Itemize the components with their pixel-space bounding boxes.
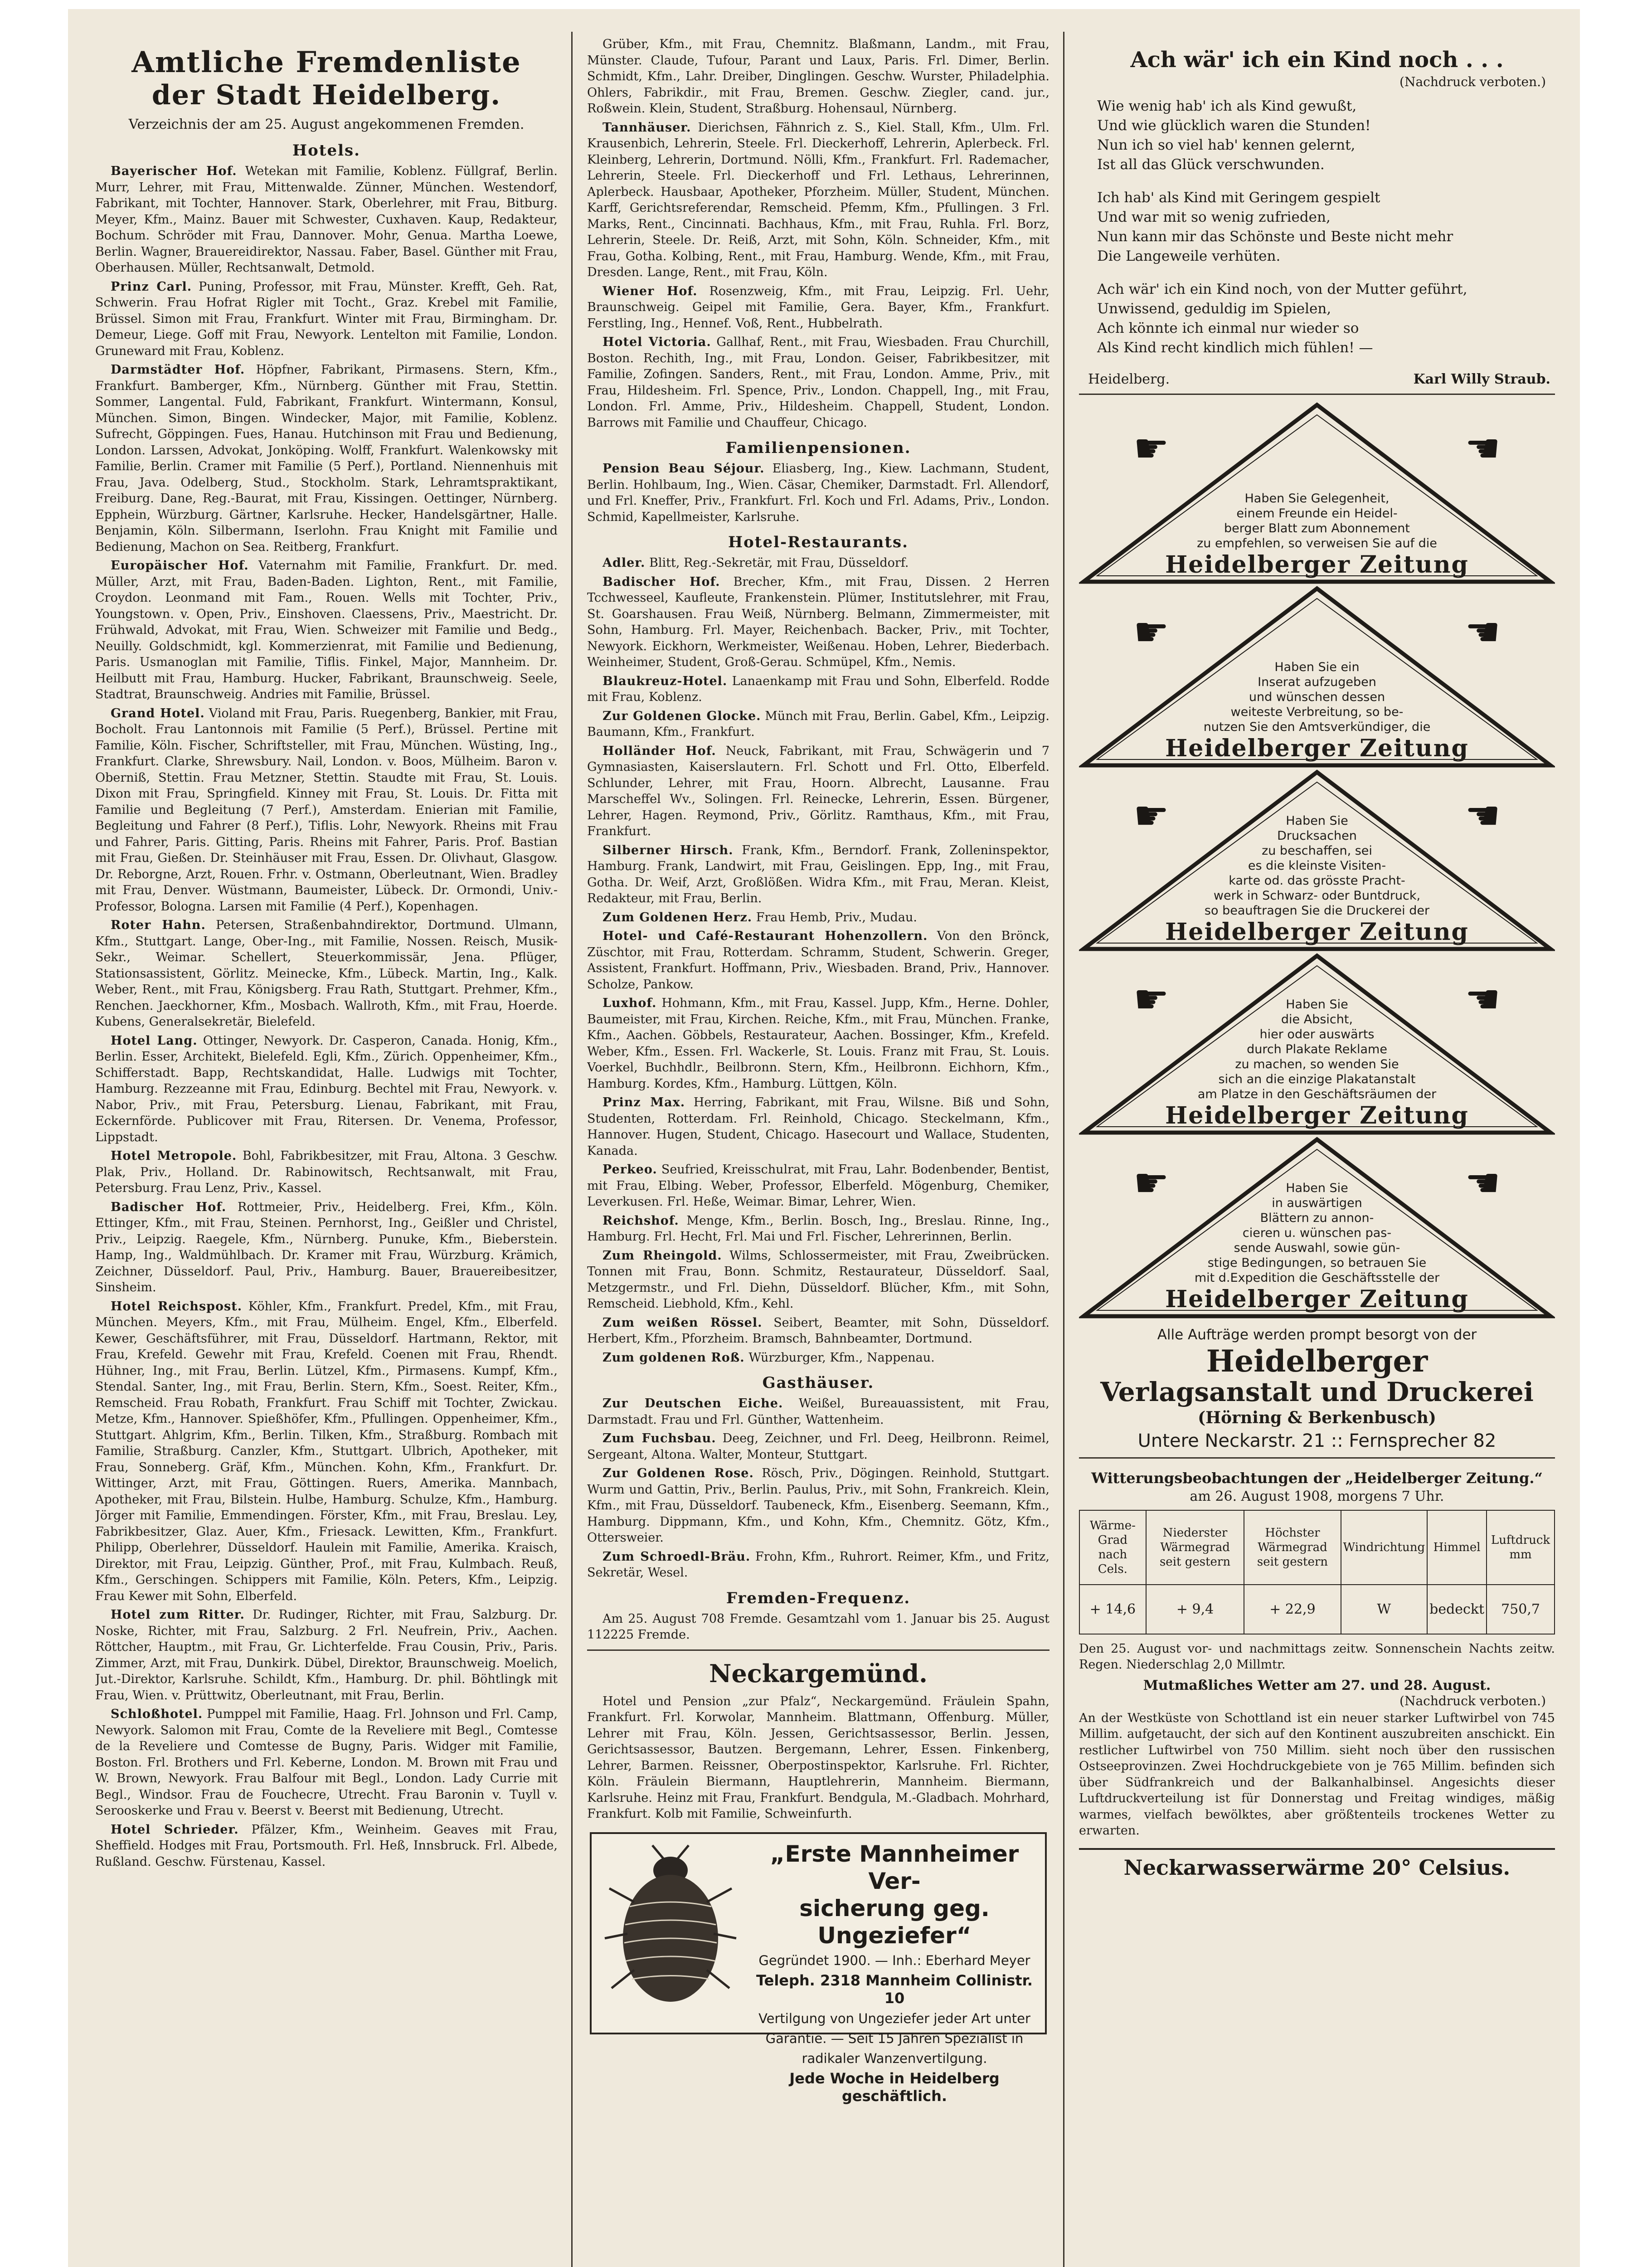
triangle-text (1079, 813, 1555, 918)
guest-names: Dierichsen, Fähnrich z. S., Kiel. Stall, Kfm., Ulm. Frl. Krausenbich, Lehrerin, Steele. Frl. Dieckerhoff, Lehrerin, Aplerbeck. Frl. Kleinberg, Lehrerin, Dortmund. Nölli, Kfm., Frankfurt. Frl. Rademacher, Lehrerin, Steele. Frl. Dieckerhoff und Frl. Lethaus, Lehrerinnen, Aplerbeck. Hausbaar, Apotheker, Pforzheim. Müller, Student, München. Karff, Gerichtsreferendar, Remscheid. Pfemm, Kfm., Pfullingen. 3 Frl. Marks, Rent., Cincinnati. Bachhaus, Kfm., mit Frau, Ruhla. Frl. Borz, Lehrerin, Steele. Dr. Reiß, Arzt, mit Sohn, Köln. Schneider, Kfm., mit Frau, Gotha. Kolbing, Rent., mit Frau, Hamburg. Wende, Kfm., mit Frau, Dresden. Lange, Rent., mit Frau, Köln. (587, 120, 1050, 279)
guest-names: Ottinger, Newyork. Dr. Casperon, Canada. Honig, Kfm., Berlin. Esser, Architekt, Bielefeld. Egli, Kfm., Zürich. Oppenheimer, Kfm., Schifferstadt. Bapp, Rechtskandidat, Halle. Ludwigs mit Tochter, Hamburg. Rezzeanne mit Frau, Edinburg. Bechtel mit Frau, Newyork. v. Nabor, Priv., mit Frau, Petersburg. Lienau, Fabrikant, mit Frau, Eckernförde. Publicover mit Frau, Ritersen. Dr. Venema, Professor, Lippstadt. (95, 1033, 558, 1144)
establishment-name: Hotel Metropole. (111, 1149, 237, 1163)
poem-line: Unwissend, geduldig im Spielen, (1097, 301, 1331, 317)
triangle-line: es die kleinste Visiten- (1248, 859, 1386, 873)
guest-names: Grüber, Kfm., mit Frau, Chemnitz. Blaßmann, Landm., mit Frau, Münster. Claude, Tufour, Parant und Laux, Paris. Frl. Dimer, Berlin. Schmidt, Kfm., Lahr. Dreiber, Dinglingen. Geschw. Wurster, Philadelphia. Ohlers, Fabrikdir., mit Frau, Bremen. Geschw. Ziegler, cand. jur., Roßwein. Klein, Student, Straßburg. Hohensaul, Nürnberg. (587, 37, 1050, 116)
divider (1079, 394, 1555, 395)
guest-entry (587, 1350, 1050, 1366)
triangle-line: am Platze in den Geschäftsräumen der (1197, 1087, 1437, 1101)
guest-entry (587, 910, 1050, 926)
orders-note: Alle Aufträge werden prompt besorgt von der (1157, 1327, 1477, 1343)
guest-names: Hohmann, Kfm., mit Frau, Kassel. Jupp, Kfm., Herne. Dohler, Baumeister, mit Frau, Kirchen. Reiche, Kfm., mit Frau, München. Franke, Kfm., Aachen. Göbbels, Restaurateur, Aachen. Bossinger, Kfm., Krefeld. Weber, Kfm., Essen. Frl. Wackerle, St. Louis. Franz mit Frau, St. Louis. Voerkel, Buchhdlr., Beilbronn. Stern, Kfm., Heilbronn. Eichhorn, Kfm., Hamburg. Kordes, Kfm., Hamburg. Lüttgen, Köln. (587, 996, 1050, 1091)
ad-text4: Jede Woche in Heidelberg geschäftlich. (789, 2069, 1000, 2105)
establishment-name: Bayerischer Hof. (111, 164, 237, 178)
guest-names: Lanaenkamp mit Frau und Sohn, Elberfeld. Rodde mit Frau, Koblenz. (587, 674, 1050, 704)
guest-names: Pumppel mit Familie, Haag. Frl. Johnson und Frl. Camp, Newyork. Salomon mit Frau, Comte de la Reveliere mit Begl., Comtesse de la Reveliere und Comtesse de Bugny, Paris. Widger mit Familie, Boston. Frl. Brothers und Frl. Keberne, London. M. Brown mit Frau und W. Brown, Newyork. Frau Balfour mit Begl., London. Lady Currie mit Begl., Windsor. Frau de Fouchecre, Utrecht. Frau Baronin v. Tuyll v. Serooskerke und Frau v. Beerst v. Beerst mit Bedienung, Utrecht. (95, 1707, 558, 1818)
triangle-brand: Heidelberger Zeitung (1165, 1102, 1469, 1129)
guest-entry (587, 743, 1050, 840)
establishment-name: Zum Goldenen Herz. (602, 910, 753, 924)
poem-line: Die Langeweile verhüten. (1097, 248, 1281, 264)
poem-line: Und wie glücklich waren die Stunden! (1097, 117, 1371, 134)
guest-entry (95, 279, 558, 360)
triangle-brand: Heidelberger Zeitung (1165, 918, 1469, 946)
guest-names: Wilms, Schlossermeister, mit Frau, Zweibrücken. Tonnen mit Frau, Bonn. Schmitz, Restaurateur, Düsseldorf. Saal, Metzgermstr., und Frl. Diehn, Düsseldorf. Blücher, Kfm., mit Sohn, Remscheid. Liebhold, Kfm., Kehl. (587, 1248, 1050, 1311)
publisher-owners: (Hörning & Berkenbusch) (1198, 1408, 1436, 1428)
triangle-line: Haben Sie (1286, 1181, 1348, 1195)
guest-names: Frank, Kfm., Berndorf. Frank, Zolleninspektor, Hamburg. Frank, Landwirt, mit Frau, Geislingen. Epp, Ing., mit Frau, Gotha. Dr. Weif, Arzt, Großlößen. Widra Kfm., mit Frau, Meran. Kleist, Redakteur, mit Frau, Berlin. (587, 843, 1050, 905)
guest-entry (587, 36, 1050, 117)
triangle-line: Drucksachen (1277, 829, 1357, 843)
triangle-text (1079, 491, 1555, 551)
guest-entry (95, 1822, 558, 1870)
triangle-line: werk in Schwarz- oder Buntdruck, (1213, 889, 1421, 903)
guest-names: Weißel, Bureauassistent, mit Frau, Darmstadt. Frau und Frl. Günther, Wattenheim. (587, 1396, 1050, 1427)
establishment-name: Zur Deutschen Eiche. (602, 1396, 783, 1411)
guest-entry (95, 1706, 558, 1819)
triangle-advertisement (1079, 1136, 1555, 1319)
pointing-hand-icon: ☚ (1465, 792, 1501, 839)
establishment-name: Hotel Lang. (111, 1033, 198, 1048)
column-guests-continued (587, 36, 1050, 2267)
weather-cell: W (1341, 1585, 1428, 1634)
triangle-brand: Heidelberger Zeitung (1165, 735, 1469, 762)
pointing-hand-icon: ☚ (1465, 976, 1501, 1022)
hotel-list-continued (587, 36, 1050, 431)
establishment-name: Badischer Hof. (602, 574, 720, 589)
pointing-hand-icon: ☛ (1133, 425, 1169, 472)
ad-text1: Vertilgung von Ungeziefer jeder Art unter (758, 2010, 1030, 2026)
divider (1079, 1457, 1555, 1459)
masthead-line2: der Stadt Heidelberg. (151, 79, 501, 111)
insurance-advertisement (590, 1832, 1047, 2105)
establishment-name: Hotel- und Café-Restaurant Hohenzollern. (602, 929, 928, 943)
triangle-text (1079, 997, 1555, 1102)
triangle-line: karte od. das grösste Pracht- (1229, 874, 1405, 888)
poem-line: Und war mit so wenig zufrieden, (1097, 209, 1331, 225)
triangle-text (1079, 1181, 1555, 1285)
triangle-line: Inserat aufzugeben (1258, 675, 1376, 689)
establishment-name: Zum Fuchsbau. (602, 1431, 716, 1445)
triangle-brand: Heidelberger Zeitung (1165, 1285, 1469, 1313)
publisher-name1: Heidelberger (1206, 1343, 1428, 1379)
guest-entry (587, 334, 1050, 431)
establishment-name: Blaukreuz-Hotel. (602, 674, 728, 688)
establishment-name: Darmstädter Hof. (111, 363, 245, 377)
weather-cell: + 14,6 (1079, 1585, 1146, 1634)
guest-names: Seibert, Beamter, mit Sohn, Düsseldorf. Herbert, Kfm., Pforzheim. Bramsch, Bahnbeamter, Dortmund. (587, 1315, 1050, 1346)
establishment-name: Tannhäuser. (602, 120, 691, 135)
establishment-name: Europäischer Hof. (111, 559, 249, 573)
masthead-subtitle: Verzeichnis der am 25. August angekommenen Fremden. (128, 117, 525, 132)
guest-names: Puning, Professor, mit Frau, Münster. Krefft, Geh. Rat, Schwerin. Frau Hofrat Rigler mit Tocht., Graz. Krebel mit Familie, Brüssel. Simon mit Frau, Frankfurt. Winter mit Frau, Birmingham. Dr. Demeur, Liege. Goff mit Frau, Newyork. Lentelton mit Familie, London. Gruneward mit Frau, Koblenz. (95, 279, 558, 358)
establishment-name: Zum weißen Rössel. (602, 1315, 763, 1330)
triangle-line: Haben Sie (1286, 814, 1348, 828)
guest-names: Rottmeier, Priv., Heidelberg. Frei, Kfm., Köln. Ettinger, Kfm., mit Frau, Steinen. Pernhorst, Ing., Geißler und Christel, Priv., Leipzig. Raegele, Kfm., Nürnberg. Punuke, Kfm., Bieberstein. Hamp, Ing., Waldmühlbach. Dr. Kramer mit Frau, Würzburg. Krämich, Zeichner, Düsseldorf. Paul, Priv., Hamburg. Bauer, Brauereibesitzer, Sinsheim. (95, 1200, 558, 1294)
weather-cell: 750,7 (1487, 1585, 1555, 1634)
guest-names: Würzburger, Kfm., Nappenau. (748, 1350, 935, 1365)
triangle-line: und wünschen dessen (1249, 690, 1385, 704)
establishment-name: Wiener Hof. (602, 284, 698, 298)
triangle-line: sich an die einzige Plakatanstalt (1218, 1072, 1416, 1086)
guest-names: Herring, Fabrikant, mit Frau, Wilsne. Biß und Sohn, Studenten, Rotterdam. Frl. Reinhold, Chicago. Steckelmann, Kfm., Hannover. Hugen, Student, Chicago. Hasecourt und Wallace, Studenten, Kanada. (587, 1095, 1050, 1158)
poem-stanza (1079, 280, 1555, 358)
guest-entry (587, 1315, 1050, 1347)
guest-names: Bohl, Fabrikbesitzer, mit Frau, Altona. 3 Geschw. Plak, Priv., Holland. Dr. Rabinowitsch, Rechtsanwalt, mit Frau, Petersburg. Frau Lenz, Priv., Kassel. (95, 1149, 558, 1195)
guest-entry (587, 1213, 1050, 1245)
guest-entry (95, 1607, 558, 1703)
guest-entry (587, 1095, 1050, 1159)
establishment-name: Zum goldenen Roß. (602, 1350, 745, 1365)
guest-entry (587, 283, 1050, 332)
establishment-name: Holländer Hof. (602, 744, 716, 758)
poem-signature (1088, 371, 1550, 387)
establishment-name: Hotel zum Ritter. (111, 1608, 245, 1622)
weather-cell: + 9,4 (1146, 1585, 1244, 1634)
ad-title-line1: „Erste Mannheimer Ver- (770, 1840, 1019, 1894)
guest-entry (587, 574, 1050, 671)
triangle-line: einem Freunde ein Heidel- (1236, 506, 1398, 521)
poem-stanza (1079, 97, 1555, 175)
triangle-line: Blättern zu annon- (1260, 1211, 1374, 1225)
poem-note: (Nachdruck verboten.) (1399, 74, 1546, 89)
guest-entry (587, 1162, 1050, 1210)
guest-names: Frohn, Kfm., Ruhrort. Reimer, Kfm., und Fritz, Sekretär, Wesel. (587, 1549, 1050, 1580)
establishment-name: Roter Hahn. (111, 918, 206, 932)
establishment-name: Adler. (602, 556, 646, 570)
neckar-water-temperature: Neckarwasserwärme 20° Celsius. (1079, 1848, 1555, 1880)
triangle-line: so beauftragen Sie die Druckerei der (1204, 904, 1430, 918)
poem-author: Karl Willy Straub. (1413, 371, 1550, 387)
section-heading-gasthaeuser: Gasthäuser. (762, 1374, 875, 1392)
weather-header: Luftdruck mm (1487, 1510, 1555, 1585)
guest-entry (587, 708, 1050, 740)
guest-entry (95, 1199, 558, 1296)
divider (587, 1649, 1050, 1651)
guest-names: Von den Brönck, Züschtor, mit Frau, Rotterdam. Schramm, Student, Schwerin. Greger, Assistent, Frankfurt. Hoffmann, Priv., Wiesbaden. Brand, Priv., Hannover. Scholze, Pankow. (587, 929, 1050, 992)
guest-entry (95, 1033, 558, 1146)
establishment-name: Prinz Carl. (111, 279, 192, 294)
guest-entry (587, 1465, 1050, 1546)
guest-entry (587, 842, 1050, 907)
weather-cell: + 22,9 (1244, 1585, 1341, 1634)
weather-cell: bedeckt (1427, 1585, 1487, 1634)
guest-entry (587, 461, 1050, 525)
guest-names: Wetekan mit Familie, Koblenz. Füllgraf, Berlin. Murr, Lehrer, mit Frau, Mittenwalde. Zünner, München. Westendorf, Fabrikant, mit Tochter, Hannover. Stark, Oberlehrer, mit Frau, Bitburg. Meyer, Kfm., Mainz. Bauer mit Schwester, Cuxhaven. Kaup, Redakteur, Bochum. Schröder mit Frau, Dannover. Mohr, Genua. Martha Loewe, Berlin. Wagner, Brauereidirektor, Nassau. Faber, Basel. Günther mit Frau, Oberhausen. Müller, Rechtsanwalt, Detmold. (95, 164, 558, 275)
guest-names: Rosenzweig, Kfm., mit Frau, Leipzig. Frl. Uehr, Braunschweig. Geipel mit Familie, Gera. Bayer, Kfm., Frankfurt. Ferstling, Ing., Hennef. Voß, Rent., Hubbelrath. (587, 284, 1050, 331)
weather-header: Wärme-Grad nach Cels. (1079, 1510, 1146, 1585)
poem-body (1079, 97, 1555, 358)
newspaper-page (68, 9, 1580, 2267)
bedbug-illustration (602, 1843, 739, 2011)
triangle-line: Haben Sie (1286, 997, 1348, 1012)
frequency-text: Am 25. August 708 Fremde. Gesamtzahl vom 1. Januar bis 25. August 112225 Fremde. (587, 1611, 1050, 1642)
triangle-line: weiteste Verbreitung, so be- (1230, 705, 1404, 719)
publisher-name2: Verlagsanstalt und Druckerei (1100, 1376, 1534, 1407)
column-poem-ads (1079, 36, 1555, 2267)
weather-header: Windrichtung (1341, 1510, 1428, 1585)
ad-founded: Gegründet 1900. — Inh.: Eberhard Meyer (758, 1952, 1030, 1968)
establishment-name: Badischer Hof. (111, 1200, 227, 1214)
gasthaus-list (587, 1396, 1050, 1581)
triangle-advertisement (1079, 952, 1555, 1136)
guest-names: Köhler, Kfm., Frankfurt. Predel, Kfm., mit Frau, München. Meyers, Kfm., mit Frau, Mülheim. Engel, Kfm., Elberfeld. Kewer, Geschäftsführer, mit Frau, Düsseldorf. Hartmann, Rektor, mit Frau, Krefeld. Gewehr mit Frau, Krefeld. Coenen mit Frau, Rhendt. Hühner, Ing., mit Frau, Berlin. Lützel, Kfm., Pirmasens. Kumpf, Kfm., Stendal. Santer, Ing., mit Frau, Berlin. Stern, Kfm., Soest. Reiter, Kfm., Remscheid. Frau Robath, Frankfurt. Frau Schiff mit Tochter, Zwickau. Metze, Kfm., Hannover. Spießhöfer, Kfm., Pfullingen. Oppenheimer, Kfm., Stuttgart. Ahlgrim, Kfm., Berlin. Tilken, Kfm., Straßburg. Rombach mit Familie, Straßburg. Canzler, Kfm., Stuttgart. Ulbrich, Apotheker, mit Frau, Sonneberg. Gräf, Kfm., München. Kohn, Kfm., Frankfurt. Dr. Wittinger, Arzt, mit Frau, Göttingen. Ruers, Amerika. Mannbach, Apotheker, mit Frau, Bilstein. Hulbe, Hamburg. Schulze, Kfm., Hamburg. Jörger mit Familie, Emmendingen. Förster, Kfm., mit Frau, Breslau. Ley, Fabrikbesitzer, Glaz. Auer, Kfm., Friesack. Lewitten, Kfm., Frankfurt. Philipp, Oberlehrer, Düsseldorf. Haulein mit Familie, Amerika. Kraisch, Direktor, mit Frau, Leipzig. Günther, Prof., mit Frau, Kulmbach. Reuß, Kfm., Gerschingen. Schippers mit Familie, Köln. Peters, Kfm., Leipzig. Frau Kewer mit Sohn, Elberfeld. (95, 1299, 558, 1603)
pointing-hand-icon: ☛ (1133, 1159, 1169, 1206)
triangle-text (1079, 660, 1555, 735)
poem-line: Ach wär' ich ein Kind noch, von der Mutter geführt, (1097, 281, 1467, 297)
establishment-name: Reichshof. (602, 1213, 679, 1228)
triangle-advertisement (1079, 401, 1555, 585)
guest-names: Pfälzer, Kfm., Weinheim. Geaves mit Frau, Sheffield. Hodges mit Frau, Portsmouth. Frl. Heß, Innsbruck. Frl. Albede, Rußland. Geschw. Fürstenau, Kassel. (95, 1822, 558, 1869)
establishment-name: Zur Goldenen Glocke. (602, 709, 761, 723)
restaurant-list (587, 555, 1050, 1366)
establishment-name: Zum Rheingold. (602, 1248, 722, 1263)
guest-entry (95, 163, 558, 276)
poem-line: Ist all das Glück verschwunden. (1097, 156, 1325, 173)
triangle-line: Haben Sie ein (1274, 660, 1360, 674)
guest-entry (587, 1396, 1050, 1428)
section-heading-restaurants: Hotel-Restaurants. (728, 533, 909, 551)
guest-entry (95, 1299, 558, 1605)
guest-entry (95, 362, 558, 555)
guest-names: Höpfner, Fabrikant, Pirmasens. Stern, Kfm., Frankfurt. Bamberger, Kfm., Nürnberg. Günther mit Frau, Stettin. Sommer, Langental. Fuld, Fabrikant, Frankfurt. Wintermann, Konsul, München. Simon, Bingen. Windecker, Major, mit Familie, Koblenz. Sufrecht, Göppingen. Fues, Hanau. Hutchinson mit Frau und Bedienung, London. Larssen, Advokat, Jonköping. Wolff, Frankfurt. Walenkowsky mit Familie, Berlin. Cramer mit Familie (5 Perf.), Portland. Niennenhuis mit Frau, Java. Odelberg, Stud., Stockholm. Stark, Lehramtspraktikant, Freiburg. Dane, Reg.-Baurat, mit Frau, Kissingen. Oettinger, Nürnberg. Epphein, Würzburg. Gärtner, Karlsruhe. Hecker, Handelsgärtner, Halle. Benjamin, Köln. Silbermann, Iserlohn. Frau Knight mit Familie und Bedienung, Machon on Sea. Reitberg, Frankfurt. (95, 363, 558, 554)
guest-entry (587, 555, 1050, 571)
establishment-name: Zum Schroedl-Bräu. (602, 1549, 751, 1564)
hotel-list (95, 163, 558, 1870)
triangle-line: durch Plakate Reklame (1247, 1042, 1387, 1056)
triangle-line: berger Blatt zum Abonnement (1224, 521, 1410, 535)
triangle-line: zu machen, so wenden Sie (1235, 1057, 1399, 1071)
establishment-name: Pension Beau Séjour. (602, 462, 765, 476)
poem-line: Nun ich so viel hab' kennen gelernt, (1097, 137, 1356, 153)
ad-text3: radikaler Wanzenvertilgung. (802, 2050, 987, 2066)
triangle-line: zu beschaffen, sei (1262, 844, 1372, 858)
guest-entry (587, 120, 1050, 281)
pension-list (587, 461, 1050, 525)
establishment-name: Hotel Reichspost. (111, 1299, 243, 1313)
pointing-hand-icon: ☚ (1465, 608, 1501, 655)
publisher-address: Untere Neckarstr. 21 :: Fernsprecher 82 (1137, 1430, 1497, 1451)
poem-line: Ich hab' als Kind mit Geringem gespielt (1097, 190, 1380, 206)
guest-names: Brecher, Kfm., mit Frau, Dissen. 2 Herren Tcchwesseel, Kaufleute, Frankenstein. Plümer, Institutslehrer, mit Frau, St. Goarshausen. Frau Weiß, Nürnberg. Belmann, Zimmermeister, mit Sohn, Hamburg. Frl. Mayer, Reichenbach. Backer, Priv., mit Tochter, Newyork. Eickhorn, Werkmeister, Weißenau. Hoben, Lehrer, Biederbach. Weinheimer, Student, Groß-Gerau. Schmüpel, Kfm., Nemis. (587, 574, 1050, 669)
section-heading-hotels: Hotels. (292, 141, 361, 160)
weather-header: Höchster Wärmegrad seit gestern (1244, 1510, 1341, 1585)
masthead-line1: Amtliche Fremdenliste (131, 45, 521, 79)
column-rule (1063, 32, 1064, 2267)
guest-names: Münch mit Frau, Berlin. Gabel, Kfm., Leipzig. Baumann, Kfm., Frankfurt. (587, 709, 1050, 739)
establishment-name: Hotel Victoria. (602, 335, 711, 349)
ad-phone-address: Teleph. 2318 Mannheim Collinistr. 10 (756, 1971, 1033, 2007)
poem-stanza (1079, 188, 1555, 266)
weather-forecast: An der Westküste von Schottland ist ein neuer starker Luftwirbel von 745 Millim. aufgetaucht, der sich auf den Kontinent auszubreiten anschickt. Ein restlicher Luftwirbel von 750 Millim. sieht noch über den russischen Ostseeprovinzen. Zwei Hochdruckgebiete von je 765 Millim. befinden sich über Südfrankreich und der Balkanhalbinsel. Angesichts dieser Luftdruckverteilung ist für Donnerstag und Freitag windiges, mäßig warmes, vielfach bewölktes, aber größtenteils trockenes Wetter zu erwarten. (1079, 1711, 1555, 1838)
guest-names: Gallhaf, Rent., mit Frau, Wiesbaden. Frau Churchill, Boston. Rechith, Ing., mit Frau, London. Geiser, Fabrikbesitzer, mit Familie, Zofingen. Sanders, Rent., mit Frau, London. Amme, Priv., mit Frau, Hildesheim. Frl. Spence, Priv., London. Chappell, Ing., mit Frau, London. Frl. Amme, Priv., Hildesheim. Chappell, Student, London. Barrows mit Familie und Chauffeur, Chicago. (587, 335, 1050, 430)
guest-names: Violand mit Frau, Paris. Ruegenberg, Bankier, mit Frau, Bocholt. Frau Lantonnois mit Familie (5 Perf.), Brüssel. Pertine mit Familie, Köln. Fischer, Schriftsteller, mit Frau, München. Wüsting, Ing., Frankfurt. Clarke, Shrewsbury. Nail, London. v. Boos, Mülheim. Baron v. Oberniß, Stettin. Frau Metzner, Stettin. Staudte mit Frau, St. Louis. Dixon mit Frau, Springfield. Kinney mit Frau, St. Louis. Dr. Fitta mit Familie und Begleitung (7 Perf.), Amsterdam. Enierian mit Familie, Begleitung und Fahrer (8 Perf.), Tiflis. Lohr, Newyork. Rheins mit Frau und Fahrer, Paris. Gitting, Paris. Rheins mit Fahrer, Paris. Prof. Bastian mit Frau, Gießen. Dr. Steinhäuser mit Frau, Essen. Dr. Olivhaut, Glasgow. Dr. Reborgne, Arzt, Rouen. Frhr. v. Ostmann, Oberleutnant, Wien. Bradley mit Frau, Denver. Wüstmann, Baumeister, Lübeck. Dr. Ormondi, Univ.-Professor, Bologna. Larsen mit Familie (4 Perf.), Kopenhagen. (95, 706, 558, 914)
section-heading-neckargemuend: Neckargemünd. (709, 1659, 928, 1688)
guest-entry (587, 673, 1050, 705)
poem-line: Ach könnte ich einmal nur wieder so (1097, 320, 1359, 336)
guest-names: Rösch, Priv., Dögingen. Reinhold, Stuttgart. Wurm und Gattin, Priv., Berlin. Paulus, Priv., mit Sohn, Frankreich. Klein, Kfm., mit Frau, Düsseldorf. Taubeneck, Kfm., Eisenberg. Seemann, Kfm., Hamburg. Dippmann, Kfm., und Kohn, Kfm., Chemnitz. Götz, Kfm., Ottersweier. (587, 1466, 1050, 1545)
pointing-hand-icon: ☛ (1133, 976, 1169, 1022)
pointing-hand-icon: ☚ (1465, 425, 1501, 472)
publisher-block (1079, 1345, 1555, 1451)
guest-entry (95, 917, 558, 1030)
establishment-name: Schloßhotel. (111, 1707, 203, 1721)
guest-entry (587, 1430, 1050, 1463)
triangle-line: nutzen Sie den Amtsverkündiger, die (1203, 720, 1431, 734)
triangle-brand: Heidelberger Zeitung (1165, 551, 1469, 579)
establishment-name: Perkeo. (602, 1163, 657, 1177)
guest-names: Blitt, Reg.-Sekretär, mit Frau, Düsseldorf. (649, 556, 909, 570)
establishment-name: Prinz Max. (602, 1095, 685, 1109)
establishment-name: Zur Goldenen Rose. (602, 1466, 754, 1480)
triangle-line: sende Auswahl, sowie gün- (1234, 1241, 1400, 1255)
pointing-hand-icon: ☛ (1133, 608, 1169, 655)
poem-line: Wie wenig hab' ich als Kind gewußt, (1097, 98, 1357, 114)
triangle-line: die Absicht, (1281, 1012, 1353, 1026)
guest-names: Frau Hemb, Priv., Mudau. (756, 910, 917, 924)
section-heading-frequenz: Fremden-Frequenz. (726, 1589, 911, 1607)
weather-title: Witterungsbeobachtungen der „Heidelberger Zeitung.“ (1091, 1469, 1543, 1487)
guest-names: Deeg, Zeichner, und Frl. Deeg, Heilbronn. Reimel, Sergeant, Altona. Walter, Monteur, Stuttgart. (587, 1431, 1050, 1462)
ad-text2: Garantie. — Seit 15 Jahren Spezialist in (765, 2030, 1024, 2046)
pointing-hand-icon: ☚ (1465, 1159, 1501, 1206)
triangle-line: mit d.Expedition die Geschäftsstelle der (1194, 1271, 1440, 1285)
guest-names: Eliasberg, Ing., Kiew. Lachmann, Student, Berlin. Hohlbaum, Ing., Wien. Cäsar, Chemiker, Darmstadt. Frl. Allendorf, und Frl. Kneffer, Priv., Frankfurt. Frl. Koch und Frl. Adams, Priv., London. Schmid, Kapellmeister, Karlsruhe. (587, 462, 1050, 524)
guest-names: Menge, Kfm., Berlin. Bosch, Ing., Breslau. Rinne, Ing., Hamburg. Frl. Hecht, Frl. Mai und Frl. Fischer, Lehrerinnen, Berlin. (587, 1213, 1050, 1244)
establishment-name: Luxhof. (602, 996, 657, 1010)
poem-title: Ach wär' ich ein Kind noch . . . (1130, 47, 1504, 73)
weather-subtitle: am 26. August 1908, morgens 7 Uhr. (1190, 1488, 1444, 1504)
guest-names: Neuck, Fabrikant, mit Frau, Schwägerin und 7 Gymnasiasten, Kaiserslautern. Frl. Schott und Frl. Otto, Elberfeld. Schlunder, Lehrer, mit Frau, Hoorn. Albrecht, Lausanne. Frau Marscheffel Wv., Solingen. Frl. Reinecke, Lehrerin, Essen. Bürgener, Lehrer, Hagen. Reymond, Priv., Görlitz. Ramthaus, Kfm., mit Frau, Frankfurt. (587, 744, 1050, 838)
guest-names: Seufried, Kreisschulrat, mit Frau, Lahr. Bodenbender, Bentist, mit Frau, Elbing. Weber, Professor, Elberfeld. Mögenburg, Chemiker, Leverkusen. Frl. Heße, Weimar. Bimar, Lehrer, Wien. (587, 1163, 1050, 1209)
triangle-line: cieren u. wünschen pas- (1242, 1226, 1392, 1240)
triangle-advertisement (1079, 769, 1555, 952)
poem-place: Heidelberg. (1088, 371, 1170, 387)
triangle-advertisement (1079, 585, 1555, 769)
guest-entry (587, 1549, 1050, 1581)
triangle-line: hier oder auswärts (1259, 1027, 1375, 1041)
guest-names: Petersen, Straßenbahndirektor, Dortmund. Ulmann, Kfm., Stuttgart. Lange, Ober-Ing., mit Familie, Nossen. Reisch, Musik-Sekr., Weimar. Schellert, Steuerkommissär, Jena. Pflüger, Stationsassistent, Görlitz. Meinecke, Kfm., Lübeck. Martin, Ing., Kalk. Weber, Rent., mit Frau, Königsberg. Frau Rath, Stuttgart. Prehmer, Kfm., Renchen. Jaeckhorner, Kfm., Mosbach. Wallroth, Kfm., mit Frau, Hoerde. Kubens, Generalsekretär, Bielefeld. (95, 918, 558, 1029)
weather-report: Den 25. August vor- und nachmittags zeitw. Sonnenschein Nachts zeitw. Regen. Niederschlag 2,0 Millmtr. (1079, 1641, 1555, 1672)
column-rule (571, 32, 573, 2267)
guest-entry (587, 928, 1050, 992)
triangle-line: Haben Sie Gelegenheit, (1244, 491, 1390, 506)
establishment-name: Grand Hotel. (111, 706, 205, 720)
triangle-line: stige Bedingungen, so betrauen Sie (1207, 1256, 1427, 1270)
guest-names: Dr. Rudinger, Richter, mit Frau, Salzburg. Dr. Noske, Richter, mit Frau, Salzburg. 2 Frl. Neufrein, Priv., Aachen. Röttcher, Hauptm., mit Frau, Gr. Lichterfelde. Frau Cousin, Priv., Paris. Zimmer, Arzt, mit Frau, Dunkirk. Dübel, Direktor, Braunschweig. Moelich, Jut.-Direktor, Karlsruhe. Schildt, Kfm., Hamburg. Dr. phil. Böhtlingk mit Frau, Wien. v. Prüttwitz, Oberleutnant, mit Frau, Berlin. (95, 1608, 558, 1703)
weather-forecast-heading: Mutmaßliches Wetter am 27. und 28. August. (1143, 1677, 1491, 1693)
weather-header: Niederster Wärmegrad seit gestern (1146, 1510, 1244, 1585)
column-fremdenliste (95, 36, 558, 2267)
neckargemuend-text: Hotel und Pension „zur Pfalz“, Neckargemünd. Fräulein Spahn, Frankfurt. Frl. Korwolar, Mannheim. Blattmann, Offenburg. Müller, Lehrer mit Frau, Köln. Jessen, Gerichtsassessor, Berlin. Jessen, Gerichtsassessor, Bautzen. Bergemann, Lehrer, Essen. Finkenberg, Lehrer, Barmen. Reissner, Oberpostinspektor, Karlsruhe. Frl. Richter, Köln. Fräulein Biermann, Hauptlehrerin, Mannheim. Biermann, Karlsruhe. Heinz mit Frau, Frankfurt. Bendgula, M.-Gladbach. Mohrhard, Frankfurt. Kolb mit Familie, Schweinfurth. (587, 1694, 1050, 1821)
poem-line: Als Kind recht kindlich mich fühlen! — (1097, 340, 1373, 356)
guest-entry (587, 1248, 1050, 1312)
guest-entry (95, 1148, 558, 1197)
guest-entry (95, 705, 558, 915)
guest-entry (95, 558, 558, 703)
guest-names: Vaternahm mit Familie, Frankfurt. Dr. med. Müller, Arzt, mit Frau, Baden-Baden. Lighton, Rent., mit Familie, Croydon. Leonmand mit Fam., Rouen. Wells mit Tochter, Priv., Youngstown. v. Open, Priv., Einshoven. Claessens, Priv., Maestricht. Dr. Frühwald, Advokat, mit Frau, Wien. Schweizer mit Familie und Bedg., Neuilly. Goldschmidt, kgl. Kommerzienrat, mit Familie und Bedienung, Paris. Usmanoglan mit Familie, Tiflis. Finkel, Major, Mannheim. Dr. Heilbutt mit Frau, Hamburg. Hucker, Fabrikant, Braunschweig. Seele, Stadtrat, Braunschweig. Andries mit Familie, Brüssel. (95, 559, 558, 701)
triangle-line: zu empfehlen, so verweisen Sie auf die (1197, 536, 1437, 550)
weather-table (1079, 1510, 1555, 1635)
establishment-name: Hotel Schrieder. (111, 1822, 239, 1837)
establishment-name: Silberner Hirsch. (602, 843, 734, 857)
advertisement-triangles (1079, 401, 1555, 1319)
forecast-note: (Nachdruck verboten.) (1399, 1693, 1546, 1708)
triangle-line: in auswärtigen (1272, 1196, 1362, 1210)
guest-entry (587, 995, 1050, 1092)
ad-title-line2: sicherung geg. Ungeziefer“ (799, 1895, 990, 1949)
weather-header: Himmel (1427, 1510, 1487, 1585)
section-heading-familienpensionen: Familienpensionen. (725, 439, 911, 457)
pointing-hand-icon: ☛ (1133, 792, 1169, 839)
poem-line: Nun kann mir das Schönste und Beste nicht mehr (1097, 229, 1453, 245)
